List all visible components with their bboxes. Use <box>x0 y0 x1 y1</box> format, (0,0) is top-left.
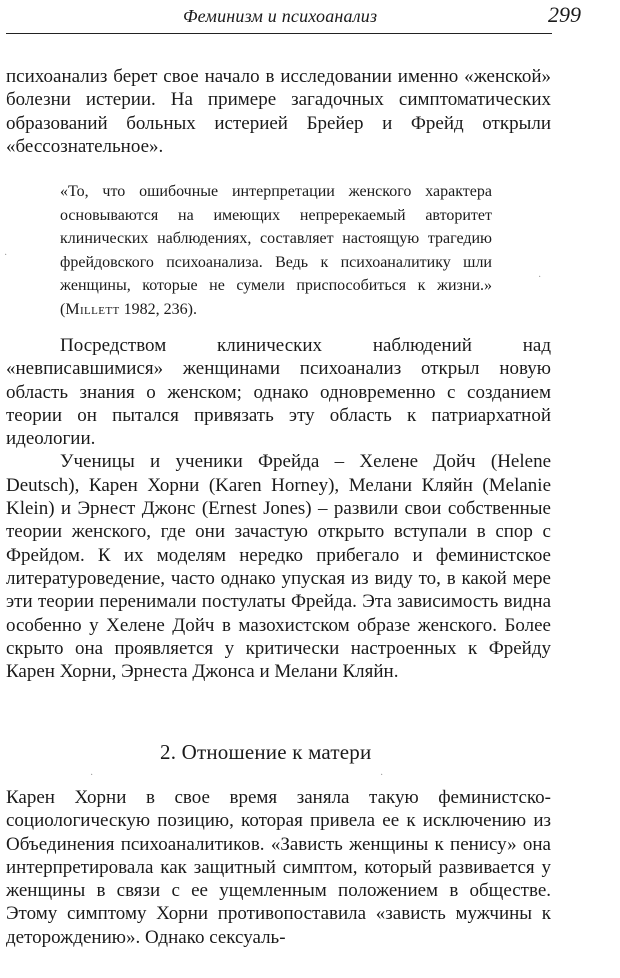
quote-author: Millett <box>65 300 120 318</box>
quote-citation: 1982, 236). <box>119 300 197 318</box>
running-title: Феминизм и психоанализ <box>183 6 378 26</box>
section-heading: 2. Отношение к матери <box>160 740 372 764</box>
paragraph-4-text: Карен Хорни в свое время заняла такую феминистско-социологическую позицию, которая привела ее к исключению из Объединения психоаналитиков. «Зависть женщины к пенису» она интерпретировала как защитный симптом, который развивается у женщины в связи с ее ущемленным положением в обществе. Этому симптому Хорни противопоставила «зависть мужчины к деторождению». Однако сексуаль- <box>6 787 551 948</box>
page-number: 299 <box>548 2 581 27</box>
scan-speck: · <box>380 770 384 781</box>
paragraph-1-text: психоанализ берет свое начало в исследовании именно «женской» болезни истерии. На примере загадочных симптоматических образований больных истерией Брейер и Фрейд открыли «бессознательное». <box>6 66 551 157</box>
paragraph-3-text: Ученицы и ученики Фрейда – Хелене Дойч (Helene Deutsch), Карен Хорни (Karen Horney), Мелани Кляйн (Melanie Klein) и Эрнест Джонс (Ernest Jones) – развили свои собственные теории женского, где они зачастую открыто вступали в спор с Фрейдом. К их моделям нередко прибегало и феминистское литературоведение, часто однако упуская из виду то, в какой мере эти теории перенимали постулаты Фрейда. Эта зависимость видна особенно у Хелене Дойч в мазохистском образе женского. Более скрыто она проявляется у критически настроенных к Фрейду Карен Хорни, Эрнеста Джонса и Мелани Кляйн. <box>6 451 551 683</box>
scan-speck: · <box>538 272 542 283</box>
block-quote <box>60 180 492 321</box>
paragraph-4 <box>6 786 551 949</box>
paragraph-2-text: Посредством клинических наблюдений над «невписавшимися» женщинами психоанализ открыл новую область знания о женском; однако одновременно с созданием теории он пытался привязать эту область к патриархатной идеологии. <box>6 335 551 450</box>
scan-speck: · <box>4 250 8 261</box>
quote-body: «То, что ошибочные интерпретации женского характера основываются на имеющих непререкаемый авторитет клинических наблюдениях, составляет настоящую трагедию фрейдовского психоанализа. Ведь к психоаналитику шли женщины, которые не сумели приспособиться к жизни.» ( <box>60 183 492 318</box>
scan-speck: · <box>90 770 94 781</box>
running-header <box>0 0 620 40</box>
header-rule <box>6 33 552 34</box>
block-quote-text <box>60 180 492 321</box>
paragraph-1 <box>6 65 551 158</box>
paragraphs-2-3 <box>6 334 551 683</box>
